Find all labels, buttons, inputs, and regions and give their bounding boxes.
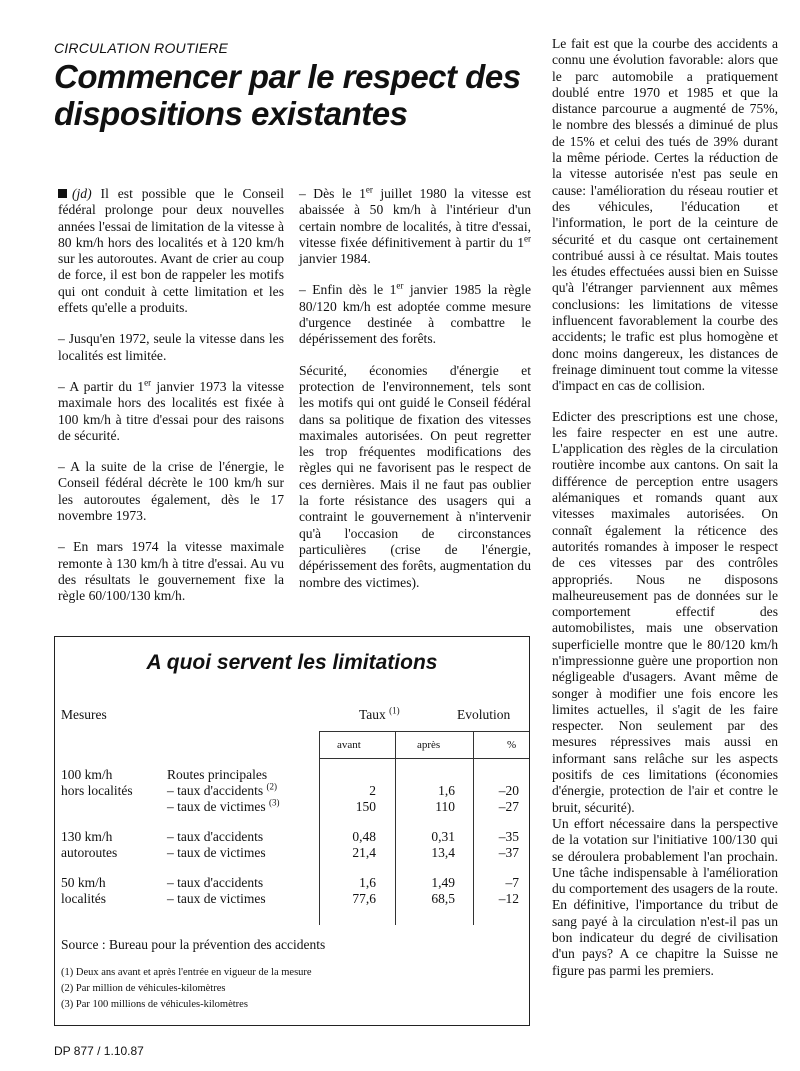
value-apres: 1,49 68,5 [431, 875, 455, 906]
paragraph: Un effort nécessaire dans la perspective de la votation sur l'initiative 100/130 qui se déroulera probablement l'an prochain. Une tâche indispensable à l'amélioration du comportement des usagers de la route. En définitive, l'importance du tribut de sang payé à la circulation n'est-il pas un bon indicateur du degré de civilisation d'un pays? A ce chapitre la Suisse ne figure pas parmi les premiers. [552, 815, 778, 978]
value-apres: 0,31 13,4 [431, 829, 455, 860]
column-rule [319, 731, 320, 925]
subheader-avant: avant [337, 739, 361, 751]
paragraph: – A partir du 1er janvier 1973 la vitesse maximale hors des localités est fixée à 100 km/h à titre d'essai pour des raisons de sécurité. [58, 377, 284, 443]
limitations-table-box [54, 636, 530, 1026]
row-limit: 130 km/h autoroutes [61, 829, 118, 860]
header-rule [319, 731, 529, 732]
value-apres: 1,6 110 [435, 783, 455, 814]
value-avant: 0,48 21,4 [352, 829, 376, 860]
column-rule [395, 731, 396, 925]
row-measures: – taux d'accidents – taux de victimes [167, 829, 266, 860]
author-initials: (jd) [72, 186, 92, 201]
paragraph: – Jusqu'en 1972, seule la vitesse dans les localités est limitée. [58, 331, 284, 363]
value-evolution: –20 –27 [498, 783, 519, 814]
column-rule [473, 731, 474, 925]
paragraph: – Enfin dès le 1er janvier 1985 la règle 80/120 km/h est adoptée comme mesure d'urgence destinée à combattre le dépérissement des forêts. [299, 280, 531, 347]
header-mesures: Mesures [61, 707, 107, 722]
value-avant: 2 150 [355, 783, 376, 814]
table-source: Source : Bureau pour la prévention des accidents [61, 937, 326, 952]
header-taux: Taux $^{(1)}$ [359, 705, 400, 722]
article-column-3 [552, 36, 778, 993]
header-evolution: Evolution [457, 707, 511, 722]
paragraph: – A la suite de la crise de l'énergie, le Conseil fédéral décrète le 100 km/h sur les autoroutes également, dès le 17 novembre 1973. [58, 459, 284, 524]
row-limit: 100 km/h hors localités [61, 767, 133, 798]
issue-reference: DP 877 / 1.10.87 [54, 1044, 144, 1058]
table-note: (3) Par 100 millions de véhicules-kilomètres [61, 999, 248, 1010]
subheader-rule [319, 758, 529, 759]
paragraph: – En mars 1974 la vitesse maximale remonte à 130 km/h à titre d'essai. Au vu des résultats le gouvernement fixe la règle 60/100/130 km/h. [58, 539, 284, 604]
paragraph: Sécurité, économies d'énergie et protection de l'environnement, tels sont les motifs qui ont guidé le Conseil fédéral dans sa politique de fixation des vitesses maximales autorisées. On peut regretter les trop fréquentes modifications des règles qui ne favorisent pas le respect de ces dernières. Mais il ne faut pas oublier la forte résistance des usagers qui a contraint le gouvernement à n'intervenir qu'à l'occasion de circonstances particulières (crise de l'énergie, dépérissement des forêts, augmentation du nombre des victimes). [299, 362, 531, 590]
subheader-apres: après [417, 739, 441, 751]
subheader-percent: % [507, 739, 517, 751]
table-title: A quoi servent les limitations [146, 651, 438, 674]
bullet-square-icon [58, 189, 67, 198]
row-measures: – taux d'accidents – taux de victimes [167, 875, 266, 906]
article-title: Commencer par le respect des dispositions existantes [54, 58, 521, 132]
paragraph [58, 186, 284, 316]
value-evolution: –7 –12 [498, 875, 519, 906]
table-note: (2) Par million de véhicules-kilomètres [61, 983, 226, 994]
value-evolution: –35 –37 [498, 829, 519, 860]
paragraph: Edicter des prescriptions est une chose, les faire respecter en est une autre. L'application des règles de la circulation routière incombe aux cantons. On sait la différence de perception entre usagers alémaniques et romands quant aux vitesses maximales autorisées. On connaît également la réticence des autorités romandes à imposer le respect de ces vitesses par des contrôles appropriés. Nous ne disposons malheureusement pas de données sur le comportement effectif des automobilistes, mais une observation superficielle montre que le 80/120 km/h n'impressionne guère une proportion non négligeable d'usagers. Avant même de songer à modifier une fois encore les limites actuelles, il s'agit de les faire respecter. Non seulement par des mesures répressives mais aussi en informant sans relâche sur les aspects positifs de ces limitations (économies d'énergie, protection de l'air et contre le bruit, sécurité). [552, 408, 778, 815]
value-avant: 1,6 77,6 [352, 875, 376, 906]
section-kicker: CIRCULATION ROUTIERE [54, 40, 229, 56]
table-note: (1) Deux ans avant et après l'entrée en vigueur de la mesure [61, 967, 312, 978]
paragraph: – Dès le 1er juillet 1980 la vitesse est abaissée à 50 km/h à l'intérieur d'un certain nombre de localités, à titre d'essai, vitesse fixée définitivement à partir du 1er janvier 1984. [299, 184, 531, 267]
paragraph-text: Il est possible que le Conseil fédéral prolonge pour deux nouvelles années l'essai de limitation de la vitesse à 80 km/h hors des localités et à 120 km/h sur les autoroutes. Avant de crier au coup de force, il est bon de rappeler les motifs qui ont conduit à cette limitation et les effets qu'elle a produits. [58, 186, 284, 316]
article-column-1 [58, 186, 284, 620]
row-limit: 50 km/h localités [61, 875, 106, 906]
row-measures: Routes principales – taux d'accidents $^{(2)}$ – taux de victimes $^{(3)}$ [167, 767, 280, 814]
paragraph: Le fait est que la courbe des accidents a connu une évolution favorable: alors que le parc automobile a pratiquement doublé entre 1970 et 1985 et que la distance parcourue a augmenté de 75%, le nombre des blessés a diminué de plus de 15% et celui des tués de 39% durant la même période. Certes la réduction de la vitesse autorisée n'est pas seule en cause: l'amélioration du réseau routier et des véhicules, l'éducation et l'information, le port de la ceinture de sécurité et du casque ont certainement contribué aussi à ce résultat. Mais toutes les études effectuées aussi bien en Suisse qu'à l'étranger parviennent aux mêmes conclusions: les limitations de vitesse influencent favorablement la courbe des accidents; le trafic est plus homogène et donc moins dangereux, les distances de freinage diminuent tout comme la vitesse d'impact en cas de collision. [552, 36, 778, 394]
article-column-2 [299, 186, 531, 606]
